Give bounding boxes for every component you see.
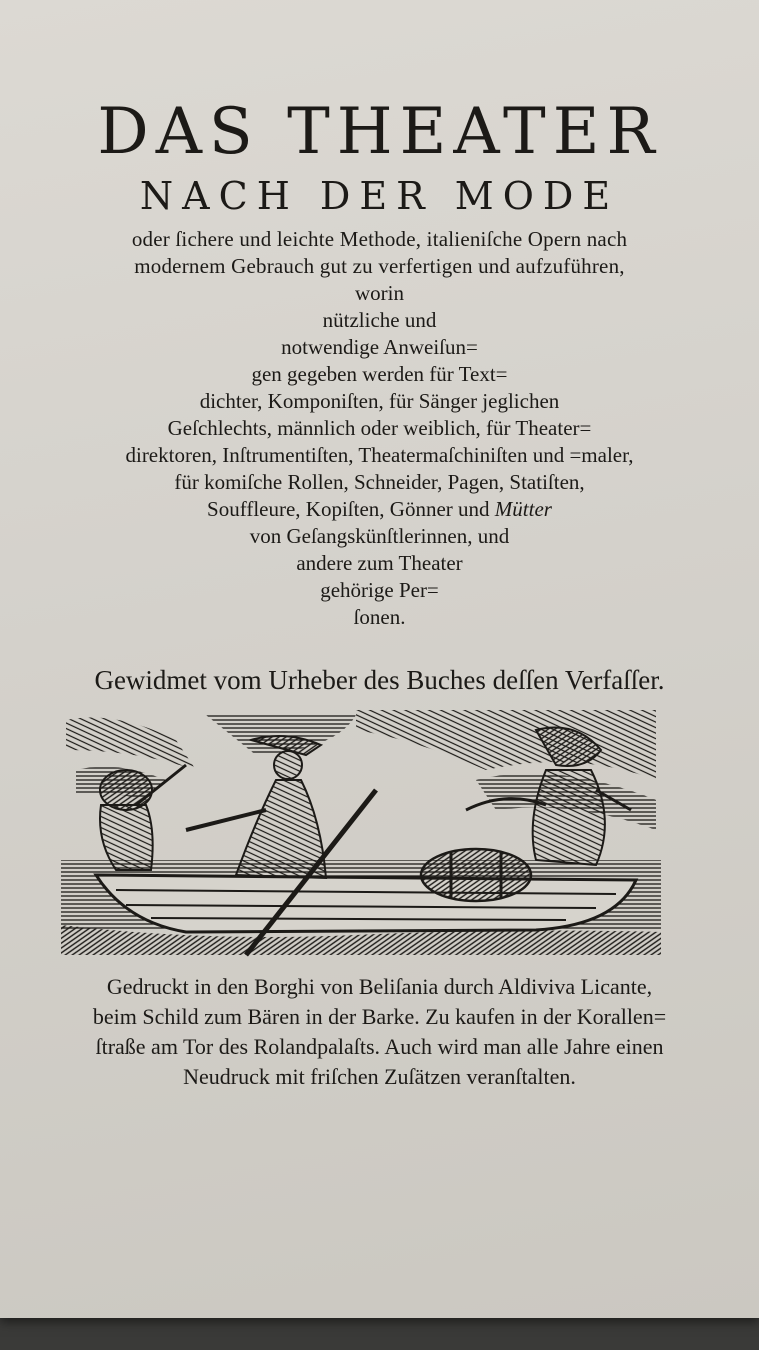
imprint-line: beim Schild zum Bären in der Barke. Zu kaufen in der Korallen=	[92, 1004, 667, 1029]
imprint-line: Neudruck mit friſchen Zuſätzen veranſtalten.	[183, 1064, 576, 1089]
description-line: gehörige Per=	[320, 578, 439, 602]
description-line: für komiſche Rollen, Schneider, Pagen, Statiſten,	[174, 470, 585, 494]
description-line: notwendige Anweiſun=	[281, 335, 478, 359]
dedication: Gewidmet vom Urheber des Buches deſſen Verfaſſer.	[94, 665, 665, 695]
description-line: andere zum Theater	[296, 551, 463, 575]
italic-word: Mütter	[494, 497, 552, 521]
description-line: von Geſangskünſtlerinnen, und	[249, 524, 510, 548]
barrel	[421, 849, 531, 901]
description-line: ſonen.	[353, 605, 406, 629]
imprint-line: ſtraße am Tor des Rolandpalaſts. Auch wird man alle Jahre einen	[95, 1034, 664, 1059]
description-block	[0, 226, 759, 631]
description-line: worin	[355, 281, 404, 305]
description-line-text: Souffleure, Kopiſten, Gönner und	[207, 497, 490, 521]
imprint-line: Gedruckt in den Borghi von Beliſania durch Aldiviva Licante,	[106, 974, 653, 999]
figure-rower	[186, 736, 326, 878]
description-line: Geſchlechts, männlich oder weiblich, für Theater=	[167, 416, 592, 440]
imprint-block	[0, 972, 759, 1092]
woodcut-illustration	[56, 710, 666, 960]
description-line: oder ſichere und leichte Methode, italieniſche Opern nach	[131, 227, 628, 251]
description-line: dichter, Komponiſten, für Sänger jeglichen	[199, 389, 560, 413]
description-line: nützliche und	[322, 308, 437, 332]
description-line: gen gegeben werden für Text=	[251, 362, 508, 386]
page-subtitle: NACH DER MODE	[139, 174, 620, 218]
page-title: DAS THEATER	[97, 95, 662, 169]
description-line: modernem Gebrauch gut zu verfertigen und aufzuführen,	[134, 254, 625, 278]
description-line	[0, 496, 759, 523]
boat	[96, 875, 636, 932]
description-line: direktoren, Inſtrumentiſten, Theatermaſchiniſten und =maler,	[125, 443, 634, 467]
figure-violinist	[100, 765, 186, 870]
